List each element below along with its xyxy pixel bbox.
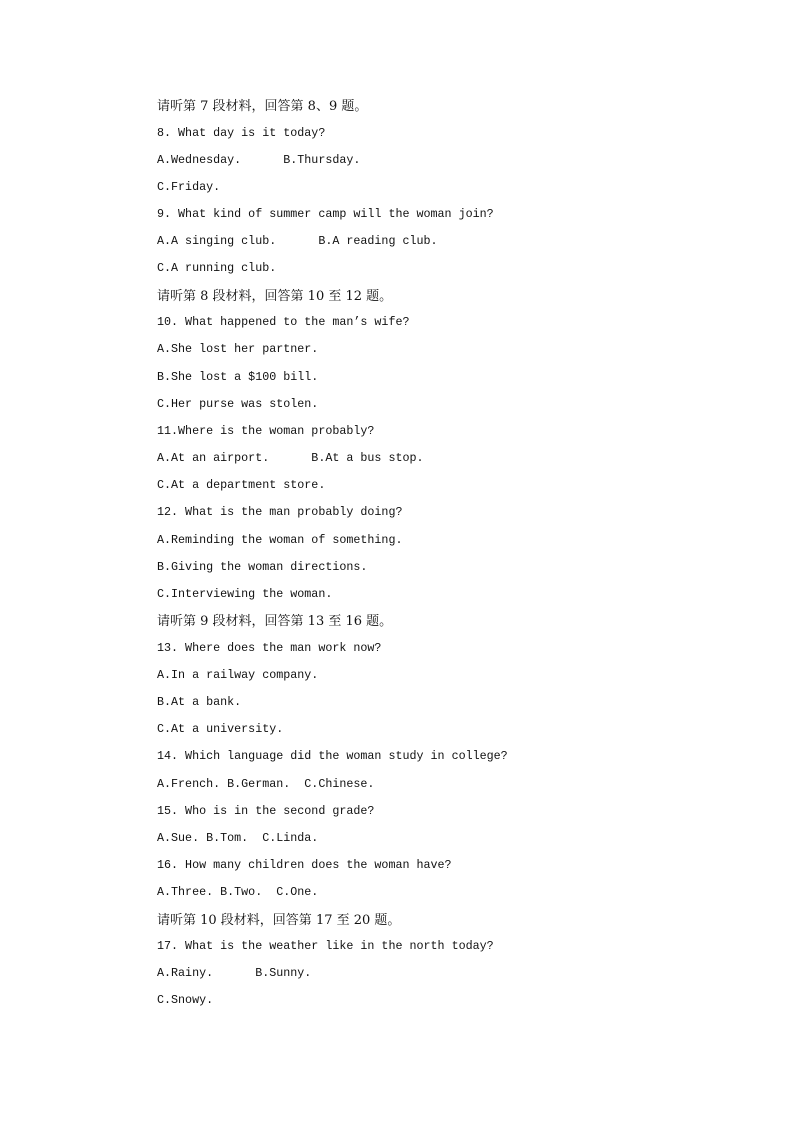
question-text: 10. What happened to the man’s wife? xyxy=(157,315,410,330)
question-text: 8. What day is it today? xyxy=(157,125,326,140)
answer-options: B.At a bank. xyxy=(157,695,242,710)
question-text: 16. How many children does the woman have? xyxy=(157,858,452,873)
answer-options: A.French. B.German. C.Chinese. xyxy=(157,776,375,791)
section-heading: 请听第 10 段材料，回答第 17 至 20 题。 xyxy=(157,912,401,928)
answer-options: A.Sue. B.Tom. C.Linda. xyxy=(157,831,319,845)
answer-options: A.Rainy. B.Sunny. xyxy=(157,966,312,981)
answer-options: C.Her purse was stolen. xyxy=(157,396,319,411)
answer-options: C.At a department store. xyxy=(157,478,326,493)
section-heading: 请听第 9 段材料，回答第 13 至 16 题。 xyxy=(157,614,393,630)
document-body xyxy=(157,93,657,1015)
answer-options: A.Wednesday. B.Thursday. xyxy=(157,152,361,167)
answer-options: A.A singing club. B.A reading club. xyxy=(157,234,438,249)
question-text: 9. What kind of summer camp will the woman join? xyxy=(157,207,494,222)
answer-options: C.At a university. xyxy=(157,722,284,737)
question-text: 17. What is the weather like in the north today? xyxy=(157,939,494,954)
question-text: 11.Where is the woman probably? xyxy=(157,423,375,438)
answer-options: B.She lost a $100 bill. xyxy=(157,369,319,384)
answer-options: A.Reminding the woman of something. xyxy=(157,532,403,547)
question-text: 13. Where does the man work now? xyxy=(157,640,382,655)
answer-options: C.A running club. xyxy=(157,261,277,276)
answer-options: C.Snowy. xyxy=(157,993,214,1008)
section-heading: 请听第 8 段材料，回答第 10 至 12 题。 xyxy=(157,288,393,304)
answer-options: B.Giving the woman directions. xyxy=(157,559,368,574)
section-heading: 请听第 7 段材料，回答第 8、9 题。 xyxy=(157,99,368,114)
answer-options: C.Interviewing the woman. xyxy=(157,587,333,601)
answer-options: C.Friday. xyxy=(157,179,221,194)
question-text: 12. What is the man probably doing? xyxy=(157,505,403,520)
question-text: 15. Who is in the second grade? xyxy=(157,803,375,818)
answer-options: A.Three. B.Two. C.One. xyxy=(157,885,319,900)
answer-options: A.In a railway company. xyxy=(157,667,319,682)
answer-options: A.She lost her partner. xyxy=(157,342,319,357)
question-text: 14. Which language did the woman study in college? xyxy=(157,749,508,764)
answer-options: A.At an airport. B.At a bus stop. xyxy=(157,451,424,466)
